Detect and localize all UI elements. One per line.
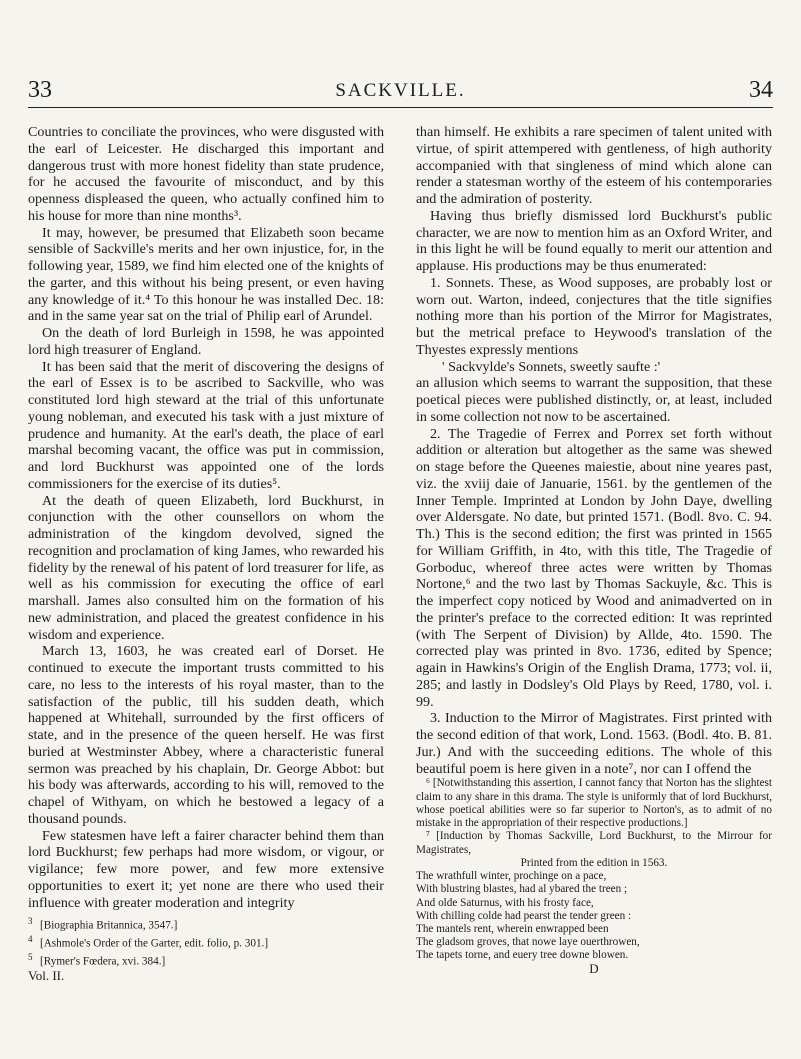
paragraph: than himself. He exhibits a rare specimen of talent united with virtue, of spirit attempered with gentleness, of high authority accompanied with that singleness of mind which alone can render a statesman worthy of the esteem of his contemporaries and the admiration of posterity. bbox=[416, 124, 772, 207]
paragraph: Having thus briefly dismissed lord Buckhurst's public character, we are now to mention him as an Oxford Writer, and in this light he will be found equally to merit our attention and applause. His productions may be thus enumerated: bbox=[416, 207, 772, 274]
footnote-text: [Biographia Britannica, 3547.] bbox=[40, 919, 178, 932]
poem-line: The gladsom groves, that nowe laye ouerthrowen, bbox=[416, 935, 640, 948]
paragraph: Countries to conciliate the provinces, who were disgusted with the earl of Leicester. He discharged this important and dangerous trust with more honest fidelity than state prudence, for he accused the favourite of misconduct, and by this openness displeased the queen, who actually confined him to his house for more than nine months³. bbox=[28, 124, 384, 224]
footnote: ⁷ [Induction by Thomas Sackville, Lord Buckhurst, to the Mirrour for Magistrates, bbox=[416, 830, 772, 856]
paragraph: March 13, 1603, he was created earl of Dorset. He continued to execute the important trusts committed to his care, no less to the interests of his royal master, than to the satisfaction of the public, till his sudden death, which happened at Whitehall, surrounded by the first officers of state, and in the presence of the queen herself. He was first buried at Westminster Abbey, where a characteristic funeral sermon was preached by his chaplain, Dr. George Abbot: but his body was afterwards, according to his will, removed to the chapel of Withyam, on which he bestowed a legacy of a thousand pounds. bbox=[28, 643, 384, 827]
left-footnotes bbox=[28, 915, 384, 969]
paragraph: At the death of queen Elizabeth, lord Buckhurst, in conjunction with the other counsellors on whom the administration of the kingdom devolved, signed the recognition and proclamation of king James, who rewarded his fidelity by the renewal of his patent of lord treasurer for life, as well as his commission for executing the office of earl marshall. James also consulted him on the formation of his new administration, and placed the greatest confidence in his wisdom and experience. bbox=[28, 492, 384, 643]
poem bbox=[416, 870, 772, 962]
footnote-text: [Rymer's Fœdera, xvi. 384.] bbox=[40, 956, 166, 969]
right-footnotes bbox=[416, 777, 772, 962]
poem-line: The tapets torne, and euery tree downe blowen. bbox=[416, 948, 629, 961]
paragraph: 1. Sonnets. These, as Wood supposes, are probably lost or worn out. Warton, indeed, conjectures that the title signifies nothing more than his portion of the Mirror for Magistrates, but the metrical preface to Heywood's translation of the Thyestes expressly mentions bbox=[416, 274, 772, 358]
page-number-right: 34 bbox=[749, 77, 773, 103]
footnote bbox=[28, 951, 384, 969]
poem-line: With chilling colde had pearst the tender green : bbox=[416, 909, 632, 922]
poem-line: The mantels rent, wherein enwrapped been bbox=[416, 922, 609, 935]
paragraph: 2. The Tragedie of Ferrex and Porrex set forth without addition or alteration but altogether as the same was shewed on stage before the Queenes maiestie, about nine yeares past, viz. the xviij daie of Januarie, 1561. by the gentlemen of the Inner Temple. Imprinted at London by John Daye, dwelling over Aldersgate. No date, but printed 1571. (Bodl. 8vo. C. 94. Th.) This is the second edition; the first was printed in 1565 for William Griffith, in 4to, with this title, The Tragedie of Gorboduc, whereof three actes were written by Thomas Nortone,⁶ and the two last by Thomas Sackuyle, &c. This is the imperfect copy noticed by Wood and animadverted on in the printer's preface to the corrected edition: It was reprinted (with The Serpent of Division) by Allde, 4to. 1590. The corrected play was printed in 8vo. 1736, edited by Spence; again in Hawkins's Origin of the English Drama, 1773; vol. ii, 285; and lastly in Dodsley's Old Plays by Reed, 1780, vol. i. 99. bbox=[416, 425, 772, 710]
paragraph: Few statesmen have left a fairer character behind them than lord Buckhurst; few perhaps had more wisdom, or vigour, or vigilance; few more power, and few more extensive opportunities to exert it; yet none are there who used their influence with greater moderation and integrity bbox=[28, 827, 384, 911]
poem-line: With blustring blastes, had al ybared the treen ; bbox=[416, 883, 628, 896]
right-column bbox=[416, 124, 772, 976]
volume-label: Vol. II. bbox=[28, 968, 65, 984]
footnote-mark: 5 bbox=[28, 952, 33, 963]
left-column bbox=[28, 124, 384, 983]
signature-mark: D bbox=[589, 960, 599, 976]
poem-line: And olde Saturnus, with his frosty face, bbox=[416, 896, 594, 909]
paragraph: On the death of lord Burleigh in 1598, he was appointed lord high treasurer of England. bbox=[28, 325, 384, 358]
poem-line: The wrathfull winter, prochinge on a pace, bbox=[416, 870, 607, 883]
paragraph: an allusion which seems to warrant the supposition, that these poetical pieces were published distinctly, or, at least, included in some collection not now to be ascertained. bbox=[416, 375, 772, 425]
page-number-left: 33 bbox=[28, 77, 52, 103]
footnote: ⁶ [Notwithstanding this assertion, I cannot fancy that Norton has the slightest claim to any share in this drama. The style is uniformly that of lord Buckhurst, whose poetical abilities were so far superior to Norton's, as to admit of no mistake in the appropriation of their respective productions.] bbox=[416, 777, 772, 830]
running-title: SACKVILLE. bbox=[335, 80, 466, 101]
footnote bbox=[28, 915, 384, 933]
running-header bbox=[28, 76, 773, 106]
paragraph: 3. Induction to the Mirror of Magistrates. First printed with the second edition of that work, Lond. 1563. (Bodl. 4to. B. 81. Jur.) And with the succeeding editions. The whole of this beautiful poem is here given in a note⁷, nor can I offend the bbox=[416, 710, 772, 777]
poem-source: Printed from the edition in 1563. bbox=[520, 857, 668, 870]
footnote-text: [Ashmole's Order of the Garter, edit. folio, p. 301.] bbox=[40, 938, 269, 951]
footnote bbox=[28, 933, 384, 951]
quote-line: ' Sackvylde's Sonnets, sweetly saufte :' bbox=[442, 358, 661, 375]
header-rule bbox=[28, 107, 773, 108]
footnote-mark: 3 bbox=[28, 916, 33, 927]
volume-mark bbox=[28, 969, 384, 983]
paragraph: It has been said that the merit of discovering the designs of the earl of Essex is to be ascribed to Sackville, who was constituted lord high steward at the trial of this unfortunate young nobleman, and executed his task with a just mixture of prudence and humanity. At the earl's death, the place of earl marshal becoming vacant, the office was put in commission, and lord Buckhurst was appointed one of the lords commissioners for the exercise of its duties⁵. bbox=[28, 358, 384, 492]
footnote-mark: 4 bbox=[28, 934, 33, 945]
paragraph: It may, however, be presumed that Elizabeth soon became sensible of Sackville's merits and her own injustice, for, in the following year, 1589, we find him elected one of the knights of the garter, and this without his being present, or even having any knowledge of it.⁴ To this honour he was installed Dec. 18: and in the same year sat on the trial of Philip earl of Arundel. bbox=[28, 224, 384, 325]
